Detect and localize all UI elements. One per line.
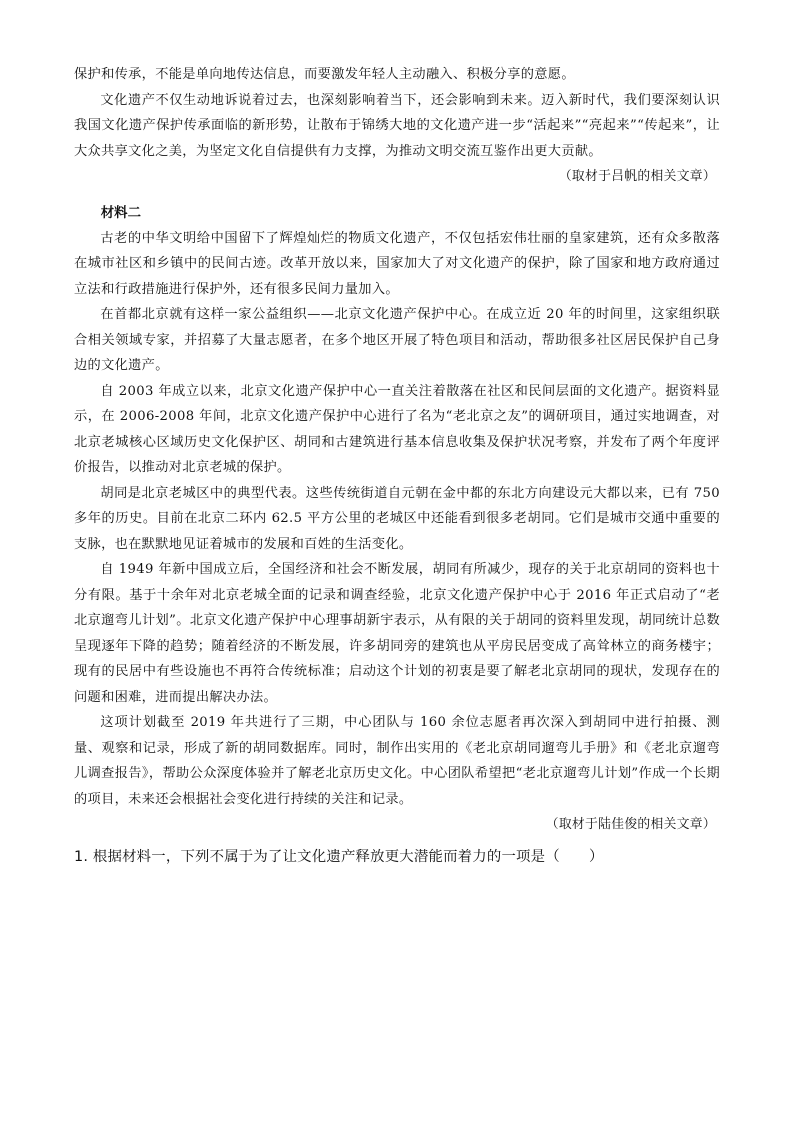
paragraph-m2-4: 胡同是北京老城区中的典型代表。这些传统街道自元朝在金中都的东北方向建设元大都以来，已有 750 多年的历史。目前在北京二环内 62.5 平方公里的老城区中还能看到很多老胡同。它们是城市交通中重要的支脉，也在默默地见证着城市的发展和百姓的生活变化。 [74,485,720,552]
question-1: 1. 根据材料一，下列不属于为了让文化遗产释放更大潜能而着力的一项是（ ） [74,848,604,865]
source-citation-1: （取材于吕帆的相关文章） [558,169,716,184]
paragraph-m2-3: 自 2003 年成立以来，北京文化遗产保护中心一直关注着散落在社区和民间层面的文化遗产。据资料显示，在 2006-2008 年间，北京文化遗产保护中心进行了名为“老北京之友”的调研项目，通过实地调查，对北京老城核心区域历史文化保护区、胡同和古建筑进行基本信息收集及保护状况考察，并发布了两个年度评价报告，以推动对北京老城的保护。 [74,383,720,475]
paragraph-m2-6: 这项计划截至 2019 年共进行了三期，中心团队与 160 余位志愿者再次深入到胡同中进行拍摄、测量、观察和记录，形成了新的胡同数据库。同时，制作出实用的《老北京胡同遛弯儿手册》和《老北京遛弯儿调查报告》，帮助公众深度体验并了解老北京历史文化。中心团队希望把“老北京遛弯儿计划”作成一个长期的项目，未来还会根据社会变化进行持续的关注和记录。 [74,715,720,807]
material2-heading: 材料二 [100,204,141,221]
paragraph-m2-5: 自 1949 年新中国成立后，全国经济和社会不断发展，胡同有所减少，现存的关于北京胡同的资料也十分有限。基于十余年对北京老城全面的记录和调查经验，北京文化遗产保护中心于 2016 年正式启动了“老北京遛弯儿计划”。北京文化遗产保护中心理事胡新宇表示，从有限的关于胡同的资料里发现，胡同统计总数呈现逐年下降的趋势；随着经济的不断发展，许多胡同旁的建筑也从平房民居变成了高耸林立的商务楼宇；现有的民居中有些设施也不再符合传统标准；启动这个计划的初衷是要了解老北京胡同的现状，发现存在的问题和困难，进而提出解决办法。 [74,562,720,705]
paragraph-m1-tail-2: 文化遗产不仅生动地诉说着过去，也深刻影响着当下，还会影响到未来。迈入新时代，我们要深刻认识我国文化遗产保护传承面临的新形势，让散布于锦绣大地的文化遗产进一步“活起来”“亮起来”“传起来”，让大众共享文化之美，为坚定文化自信提供有力支撑，为推动文明交流互鉴作出更大贡献。 [74,92,720,159]
paragraph-m2-1: 古老的中华文明给中国留下了辉煌灿烂的物质文化遗产，不仅包括宏伟壮丽的皇家建筑，还有众多散落在城市社区和乡镇中的民间古迹。改革开放以来，国家加大了对文化遗产的保护，除了国家和地方政府通过立法和行政措施进行保护外，还有很多民间力量加入。 [74,230,720,297]
paragraph-m2-2: 在首都北京就有这样一家公益组织——北京文化遗产保护中心。在成立近 20 年的时间里，这家组织联合相关领域专家，并招募了大量志愿者，在多个地区开展了特色项目和活动，帮助很多社区居民保护自己身边的文化遗产。 [74,307,720,373]
source-citation-2: （取材于陆佳俊的相关文章） [545,817,716,832]
paragraph-m1-tail-1: 保护和传承，不能是单向地传达信息，而要激发年轻人主动融入、积极分享的意愿。 [74,67,575,82]
